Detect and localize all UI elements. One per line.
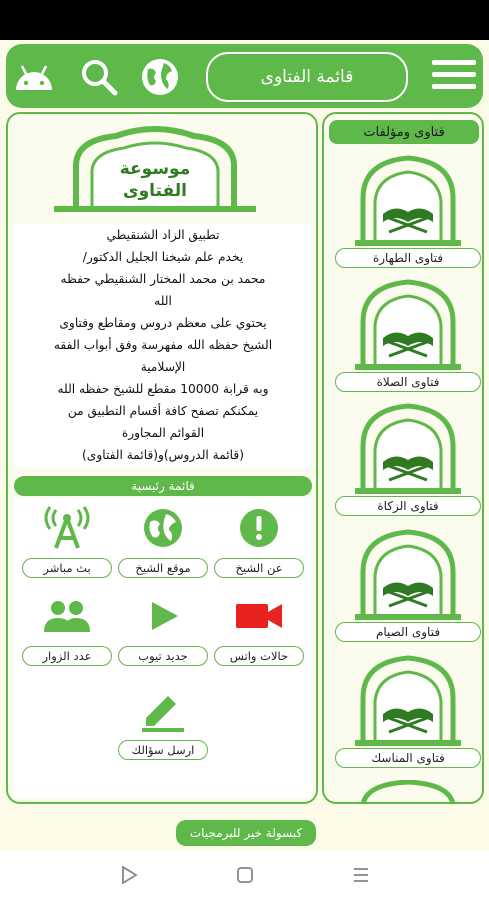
description-line: وبه قرابة 10000 مقطع للشيخ حفظه الله [57, 382, 269, 396]
fatawa-item-label: فتاوى الصيام [335, 622, 481, 642]
play-icon [138, 594, 188, 638]
main-menu-grid [14, 498, 312, 798]
quran-book-icon [353, 652, 463, 748]
logo-line2: الفتاوى [123, 181, 187, 201]
description-line: الله [154, 294, 172, 308]
description-line: القوائم المجاورة [121, 426, 205, 440]
page-title: قائمة الفتاوى [206, 52, 408, 102]
quran-book-icon [353, 780, 463, 804]
recents-icon[interactable] [350, 864, 372, 886]
description-line: (قائمة الدروس)و(قائمة الفتاوى) [82, 448, 244, 462]
description-line: تطبيق الزاد الشنقيطي [106, 228, 220, 242]
tile-label: ارسل سؤالك [118, 740, 208, 760]
quran-book-icon [353, 526, 463, 622]
logo-line1: موسوعة [119, 159, 191, 179]
tile-label: موقع الشيخ [118, 558, 208, 578]
app-screen [0, 40, 489, 850]
quran-book-icon [353, 400, 463, 496]
broadcast-icon [42, 506, 92, 550]
quran-book-icon [353, 276, 463, 372]
tile-label: جديد تيوب [118, 646, 208, 666]
tile-label: بث مباشر [22, 558, 112, 578]
tile-label: عن الشيخ [214, 558, 304, 578]
quran-book-icon [353, 152, 463, 248]
main-menu-header: قائمة رئيسية [14, 476, 312, 496]
app-description [14, 224, 312, 468]
description-line: يحتوي على معظم دروس ومقاطع وفتاوى [59, 316, 267, 330]
android-icon[interactable] [12, 62, 56, 92]
people-icon [42, 594, 92, 638]
developer-credit[interactable]: كبسولة خير للبرمجيات [176, 820, 316, 846]
search-icon[interactable] [80, 58, 118, 96]
top-bar [6, 44, 483, 108]
encyclopedia-logo [46, 126, 264, 216]
pencil-icon [138, 688, 188, 732]
fatawa-item-label: فتاوى المناسك [335, 748, 481, 768]
description-line: يخدم علم شيخنا الجليل الدكتور/ [82, 250, 244, 264]
fatawa-panel-header: فتاوى ومؤلفات [329, 120, 479, 144]
status-bar [0, 0, 489, 40]
description-line: يمكنكم تصفح كافة أقسام التطبيق من [67, 404, 259, 418]
tile-label: حالات واتس [214, 646, 304, 666]
description-line: الإسلامية [140, 360, 186, 374]
globe-icon[interactable] [140, 57, 180, 97]
fatawa-item-label: فتاوى الزكاة [335, 496, 481, 516]
system-nav-bar [0, 850, 489, 900]
description-line: الشيخ حفظه الله مفهرسة وفق أبواب الفقه [53, 338, 273, 352]
fatawa-item-label: فتاوى الصلاة [335, 372, 481, 392]
globe-icon [138, 506, 188, 550]
home-icon[interactable] [234, 864, 256, 886]
menu-icon[interactable] [432, 60, 476, 92]
tile-label: عدد الزوار [22, 646, 112, 666]
fatawa-item-next-partial[interactable] [353, 780, 463, 804]
video-camera-icon [234, 594, 284, 638]
back-icon[interactable] [118, 864, 140, 886]
description-line: محمد بن محمد المختار الشنقيطي حفظه [60, 272, 266, 286]
fatawa-item-label: فتاوى الطهارة [335, 248, 481, 268]
info-icon [234, 506, 284, 550]
